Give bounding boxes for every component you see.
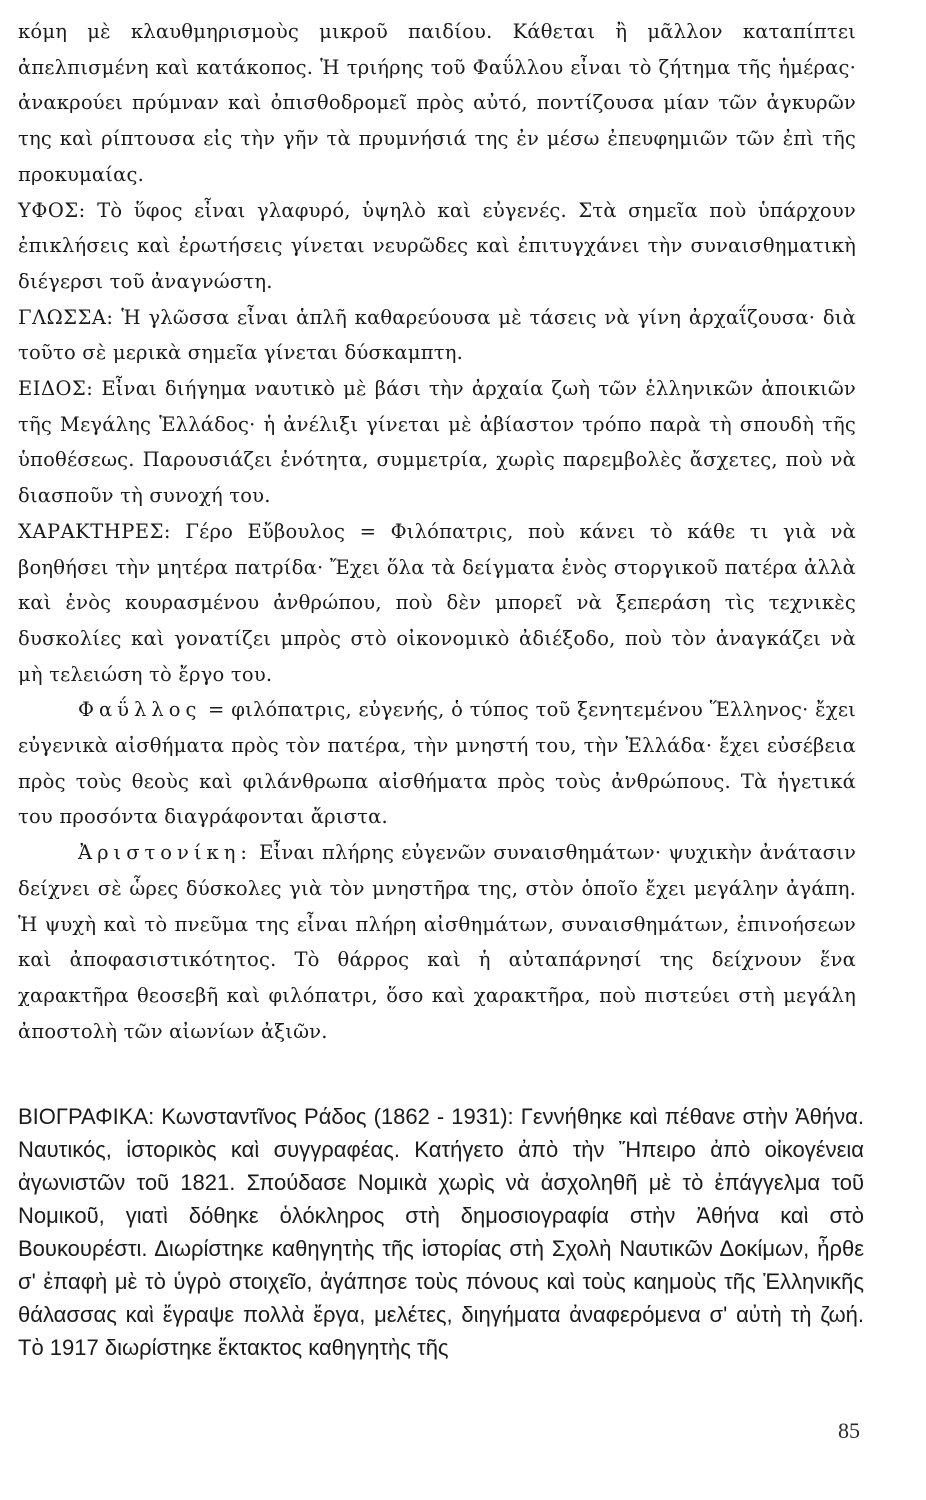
biography-paragraph <box>18 1100 864 1364</box>
page-body <box>18 14 856 1049</box>
section-text-xaraktires: Γέρο Εὔβουλος = Φιλόπατρις, ποὺ κάνει τὸ κάθε τι γιὰ νὰ βοηθήσει τὴν μητέρα πατρίδα· Ἔχει ὅλα τὰ δείγματα ἑνὸς στοργικοῦ πατέρα ἀλλὰ καὶ ἑνὸς κουρασμένου ἀνθρώπου, ποὺ δὲν μπορεῖ νὰ ξεπεράση τὶς τεχνικὲς δυσκολίες καὶ γονατίζει μπρὸς στὸ οἰκονομικὸ ἀδιέξοδο, ποὺ τὸν ἀναγκάζει νὰ μὴ τελειώση τὸ ἔργο του. <box>18 519 856 686</box>
section-label-yfos: ΥΦΟΣ: <box>18 198 86 222</box>
paragraph-aristoniki <box>18 835 856 1049</box>
paragraph-faullos <box>18 692 856 835</box>
page-number: 85 <box>838 1418 860 1443</box>
character-name-aristoniki: Ἀριστονίκη: <box>78 841 252 865</box>
section-label-xaraktires: ΧΑΡΑΚΤΗΡΕΣ: <box>18 519 171 543</box>
section-text-yfos: Τὸ ὕφος εἶναι γλαφυρό, ὑψηλὸ καὶ εὐγενές. Στὰ σημεῖα ποὺ ὑπάρχουν ἐπικλήσεις καὶ ἐρωτήσεις γίνεται νευρῶδες καὶ ἐπιτυγχάνει τὴν συναισθηματικὴ διέγερσι τοῦ ἀναγνώστη. <box>18 198 856 293</box>
paragraph-glossa <box>18 300 856 371</box>
section-text-eidos: Εἶναι διήγημα ναυτικὸ μὲ βάσι τὴν ἀρχαία ζωὴ τῶν ἑλληνικῶν ἀποικιῶν τῆς Μεγάλης Ἑλλάδος· ἡ ἀνέλιξι γίνεται μὲ ἀβίαστον τρόπο παρὰ τὴ σπουδὴ τῆς ὑποθέσεως. Παρουσιάζει ἑνότητα, συμμετρία, χωρὶς παρεμβολὲς ἄσχετες, ποὺ νὰ διασποῦν τὴ συνοχή του. <box>18 377 856 508</box>
character-text-aristoniki: Εἶναι πλήρης εὐγενῶν συναισθημάτων· ψυχικὴν ἀνάτασιν δείχνει σὲ ὧρες δύσκολες γιὰ τὸν μνηστῆρα της, στὸν ὁποῖο ἔχει μεγάλην ἀγάπη. Ἡ ψυχὴ καὶ τὸ πνεῦμα της εἶναι πλήρη αἰσθημάτων, συναισθημάτων, ἐπινοήσεων καὶ ἀποφασιστικότητος. Τὸ θάρρος καὶ ἡ αὐταπάρνησί της δείχνουν ἕνα χαρακτῆρα θεοσεβῆ καὶ φιλόπατρι, ὅσο καὶ χαρακτῆρα, ποὺ πιστεύει στὴ μεγάλη ἀποστολὴ τῶν αἰωνίων ἀξιῶν. <box>18 841 856 1043</box>
character-text-faullos: = φιλόπατρις, εὐγενής, ὁ τύπος τοῦ ξενητεμένου Ἕλληνος· ἔχει εὐγενικὰ αἰσθήματα πρὸς τὸν πατέρα, τὴν μνηστή του, τὴν Ἑλλάδα· ἔχει εὐσέβεια πρὸς τοὺς θεοὺς καὶ φιλάνθρωπα αἰσθήματα πρὸς τοὺς ἀνθρώπους. Τὰ ἡγετικά του προσόντα διαγράφονται ἄριστα. <box>18 698 856 829</box>
character-name-faullos: Φαΰλλος <box>78 698 202 722</box>
analysis-section <box>18 14 856 1049</box>
section-label-eidos: ΕΙΔΟΣ: <box>18 377 94 401</box>
paragraph-yfos <box>18 193 856 300</box>
section-label-glossa: ΓΛΩΣΣΑ: <box>18 305 114 329</box>
biography-text: Κωνσταντῖνος Ράδος (1862 - 1931): Γεννήθηκε καὶ πέθανε στὴν Ἀθήνα. Ναυτικός, ἱστορικὸς καὶ συγγραφέας. Κατήγετο ἀπὸ τὴν Ἤπειρο ἀπὸ οἰκογένεια ἀγωνιστῶν τοῦ 1821. Σπούδασε Νομικὰ χωρὶς νὰ ἀσχοληθῆ μὲ τὸ ἐπάγγελμα τοῦ Νομικοῦ, γιατὶ δόθηκε ὁλόκληρος στὴ δημοσιογραφία στὴν Ἀθήνα καὶ στὸ Βουκουρέστι. Διωρίστηκε καθηγητὴς τῆς ἱστορίας στὴ Σχολὴ Ναυτικῶν Δοκίμων, ἦρθε σ' ἐπαφὴ μὲ τὸ ὑγρὸ στοιχεῖο, ἀγάπησε τοὺς πόνους καὶ τοὺς καημοὺς τῆς Ἑλληνικῆς θάλασσας καὶ ἔγραψε πολλὰ ἔργα, μελέτες, διηγήματα ἀναφερόμενα σ' αὐτὴ τὴ ζωή. Τὸ 1917 διωρίστηκε ἔκτακτος καθηγητὴς τῆς <box>18 1104 864 1360</box>
paragraph-xaraktires <box>18 514 856 693</box>
section-text-glossa: Ἡ γλῶσσα εἶναι ἁπλῆ καθαρεύουσα μὲ τάσεις νὰ γίνη ἀρχαΐζουσα· διὰ τοῦτο σὲ μερικὰ σημεῖα γίνεται δύσκαμπτη. <box>18 305 856 365</box>
paragraph-continuation: κόμη μὲ κλαυθμηρισμοὺς μικροῦ παιδίου. Κάθεται ἢ μᾶλλον καταπίπτει ἀπελπισμένη καὶ κατάκοπος. Ἡ τριήρης τοῦ Φαΰλλου εἶναι τὸ ζήτημα τῆς ἡμέρας· ἀνακρούει πρύμναν καὶ ὀπισθοδρομεῖ πρὸς αὐτό, ποντίζουσα μίαν τῶν ἀγκυρῶν της καὶ ρίπτουσα εἰς τὴν γῆν τὰ πρυμνήσιά της ἐν μέσω ἐπευφημιῶν τῶν ἐπὶ τῆς προκυμαίας. <box>18 20 856 186</box>
paragraph-eidos <box>18 371 856 514</box>
biography-label: ΒΙΟΓΡΑΦΙΚΑ: <box>18 1104 155 1129</box>
